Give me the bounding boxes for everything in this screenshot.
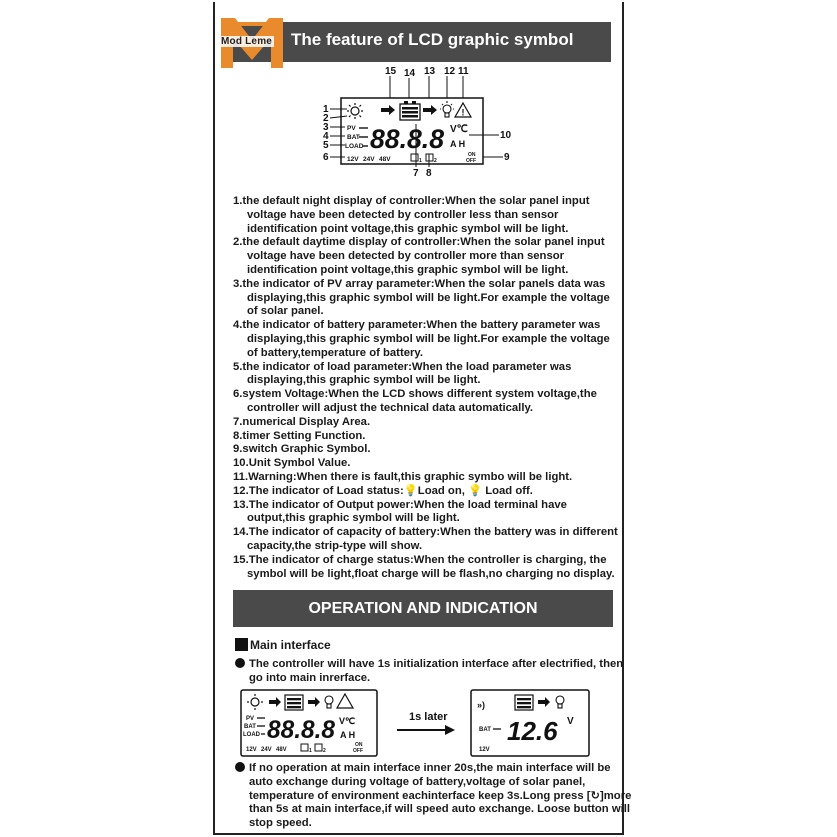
right-arrow-icon <box>445 725 455 735</box>
voltage-24v: 24V <box>261 747 272 753</box>
pv-label: PV <box>246 716 255 722</box>
callout-6: 6 <box>323 152 329 163</box>
bullet-auto-exchange-text: If no operation at main interface inner 20s,the main interface will be auto exchange during voltage of battery,voltage of solar panel, temperature of environment eachinterface keep 3s.Long press [↻]more than 5s at main interface,if will speed auto exchange. Loose button will stop speed. <box>249 762 632 830</box>
feature-item: 6.system Voltage:When the LCD shows different system voltage,the controller will adjust the technical data automatically. <box>233 388 597 414</box>
unit-vc: V℃ <box>450 124 468 135</box>
unit-vc: V℃ <box>339 716 356 726</box>
callout-11: 11 <box>458 66 469 77</box>
callout-7: 7 <box>413 168 419 176</box>
bat-label: BAT <box>347 134 360 141</box>
feature-item: 14.The indicator of capacity of battery:When the battery was in different capacity,the strip-type will show. <box>233 526 618 552</box>
bullet-init <box>235 658 637 686</box>
bullet-init-text: The controller will have 1s initialization interface after electrified, then go into main inrerface. <box>249 658 624 684</box>
feature-item: 1.the default night display of controller:When the solar panel input voltage have been detected by controller less than sensor identification point voltage,this graphic symbol will be light. <box>233 195 590 235</box>
callout-3: 3 <box>323 122 329 133</box>
logo-text: Mod Leme <box>221 36 273 47</box>
lcd-transition-panel <box>239 688 619 760</box>
callout-12: 12 <box>444 66 456 77</box>
feature-item: 12.The indicator of Load status:💡Load on, 💡 Load off. <box>233 484 533 497</box>
callout-4: 4 <box>323 131 329 142</box>
feature-item: 3.the indicator of PV array parameter:When the solar panels data was displaying,this graphic symbol will be light.For example the voltage of solar panel. <box>233 277 610 318</box>
system-voltage-after: 12V <box>479 747 490 753</box>
voltage-12v: 12V <box>246 747 257 753</box>
callout-9: 9 <box>504 152 510 163</box>
unit-ah: A H <box>340 730 356 740</box>
bat-label-after: BAT <box>479 727 491 733</box>
title-bar <box>233 22 611 62</box>
voltage-48v: 48V <box>379 156 391 163</box>
page-title: The feature of LCD graphic symbol <box>291 30 574 49</box>
lcd-digits: 88.8.8 <box>267 716 336 744</box>
bullet-auto-exchange <box>235 762 637 831</box>
battery-voltage-value: 12.6 <box>507 716 558 746</box>
load-label: LOAD <box>243 732 260 738</box>
bullet-dot-icon <box>235 762 245 772</box>
section-title-bar <box>233 590 613 627</box>
square-bullet-icon <box>235 638 248 651</box>
timer-1-label: 1 <box>309 748 312 754</box>
lcd-diagram <box>323 64 523 176</box>
load-label: LOAD <box>345 143 364 150</box>
voltage-24v: 24V <box>363 156 375 163</box>
timer-1-label: 1 <box>419 158 422 164</box>
callout-8: 8 <box>426 168 432 176</box>
svg-text:!: ! <box>461 107 465 118</box>
feature-item: 13.The indicator of Output power:When the load terminal have output,this graphic symbol will be light. <box>233 498 567 525</box>
timer-2-label: 2 <box>434 158 437 164</box>
timer-2-label: 2 <box>323 748 326 754</box>
section-title: OPERATION AND INDICATION <box>308 600 538 617</box>
main-interface-heading <box>235 638 331 652</box>
feature-item: 5.the indicator of load parameter:When the load parameter was displaying,this graphic symbol will be light. <box>233 360 572 387</box>
callout-14: 14 <box>404 68 416 79</box>
feature-item: 2.the default daytime display of controller:When the solar panel input voltage have been detected by controller more than sensor identification point voltage,this graphic symbol will be light. <box>233 236 605 276</box>
feature-list <box>233 195 623 581</box>
callout-13: 13 <box>424 66 436 77</box>
feature-item: 10.Unit Symbol Value. <box>233 457 351 470</box>
switch-on-label: ON <box>468 152 476 158</box>
feature-item: 7.numerical Display Area. <box>233 415 371 428</box>
brand-logo <box>217 14 287 72</box>
feature-item: 9.switch Graphic Symbol. <box>233 443 371 456</box>
feature-item: 11.Warning:When there is fault,this graphic symbo will be light. <box>233 470 573 483</box>
battery-voltage-unit: V <box>567 716 574 727</box>
svg-text:»): ») <box>477 700 486 710</box>
callout-1: 1 <box>323 104 329 115</box>
callout-2: 2 <box>323 113 329 124</box>
bat-label: BAT <box>244 724 256 730</box>
lcd-digits: 88.8.8 <box>370 124 444 154</box>
arrow-label: 1s later <box>409 711 448 723</box>
pv-label: PV <box>347 125 356 132</box>
callout-15: 15 <box>385 66 397 77</box>
unit-ah: A H <box>450 139 466 149</box>
night-icon <box>477 700 485 710</box>
callout-5: 5 <box>323 140 329 151</box>
voltage-12v: 12V <box>347 156 359 163</box>
voltage-48v: 48V <box>276 747 287 753</box>
feature-item: 15.The indicator of charge status:When the controller is charging, the symbol will be light,float charge will be flash,no charging no display. <box>233 553 615 580</box>
callout-10: 10 <box>500 130 512 141</box>
spec-sheet <box>213 2 632 835</box>
bullet-dot-icon <box>235 658 245 668</box>
main-interface-label: Main interface <box>250 638 331 652</box>
feature-item: 8.timer Setting Function. <box>233 429 366 442</box>
feature-item: 4.the indicator of battery parameter:When the battery parameter was displaying,this graphic symbol will be light.For example the voltage of battery,temperature of battery. <box>233 319 610 359</box>
switch-on-label: ON <box>355 742 363 748</box>
switch-off-label: OFF <box>466 158 476 164</box>
switch-off-label: OFF <box>353 748 363 754</box>
